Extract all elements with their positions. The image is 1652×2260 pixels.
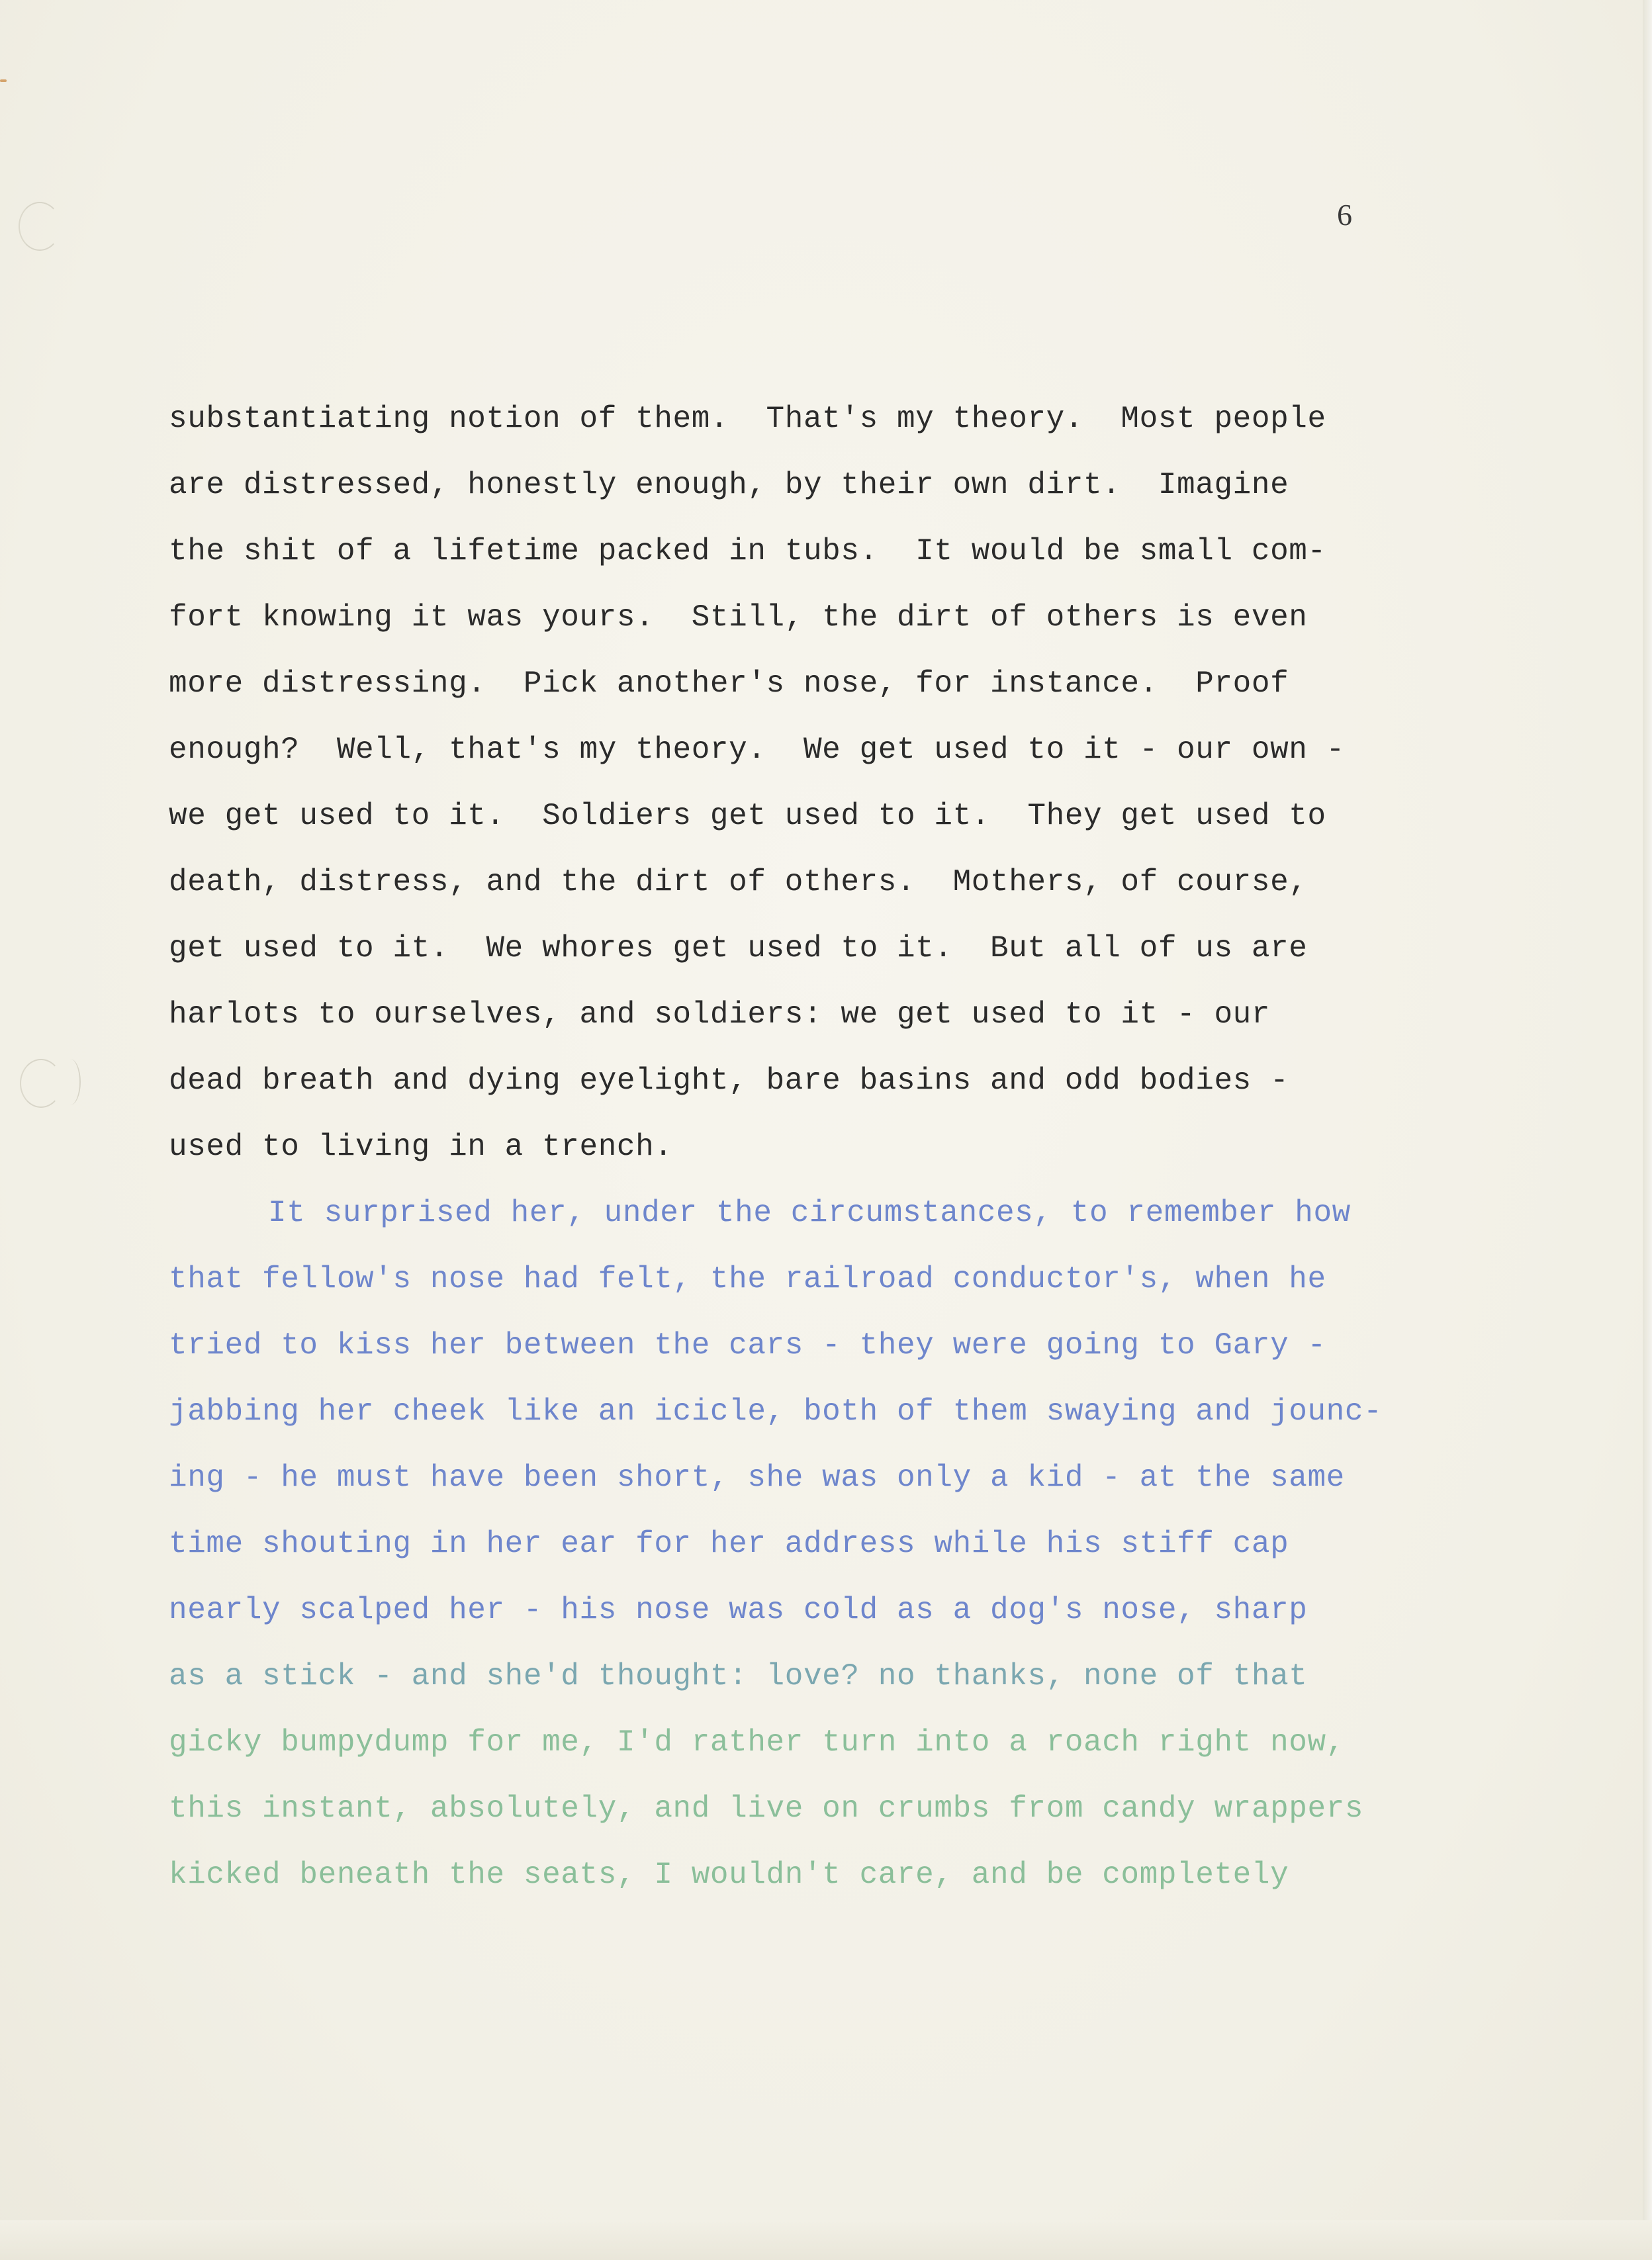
page-number: 6 (1337, 198, 1352, 232)
text-line: the shit of a lifetime packed in tubs. It would be small com- (169, 534, 1326, 568)
text-line: time shouting in her ear for her address while his stiff cap (169, 1527, 1289, 1561)
typed-text-block (169, 397, 1526, 1919)
text-line: dead breath and dying eyelight, bare basins and odd bodies - (169, 1063, 1289, 1098)
text-line: we get used to it. Soldiers get used to it. They get used to (169, 799, 1326, 833)
text-line: more distressing. Pick another's nose, for instance. Proof (169, 666, 1289, 701)
text-line: used to living in a trench. (169, 1130, 673, 1164)
punch-hole-middle (20, 1059, 62, 1108)
ink-smudge (0, 79, 7, 82)
text-line: ing - he must have been short, she was only a kid - at the same (169, 1461, 1345, 1495)
text-line: are distressed, honestly enough, by their own dirt. Imagine (169, 468, 1289, 502)
text-line: as a stick - and she'd thought: love? no thanks, none of that (169, 1659, 1308, 1694)
punch-hole-top (19, 202, 61, 251)
text-line: this instant, absolutely, and live on crumbs from candy wrappers (169, 1791, 1364, 1826)
text-line: that fellow's nose had felt, the railroad conductor's, when he (169, 1262, 1326, 1296)
text-line: jabbing her cheek like an icicle, both of them swaying and jounc- (169, 1394, 1383, 1429)
text-line: enough? Well, that's my theory. We get used to it - our own - (169, 733, 1345, 767)
text-line: get used to it. We whores get used to it. But all of us are (169, 931, 1308, 966)
page-bottom-shadow (0, 2220, 1652, 2260)
page-edge (1643, 0, 1652, 2260)
text-line: fort knowing it was yours. Still, the dirt of others is even (169, 600, 1308, 635)
text-line: gicky bumpydump for me, I'd rather turn into a roach right now, (169, 1725, 1345, 1760)
text-line: nearly scalped her - his nose was cold as a dog's nose, sharp (169, 1593, 1308, 1627)
text-line: kicked beneath the seats, I wouldn't care, and be completely (169, 1858, 1289, 1892)
text-line: harlots to ourselves, and soldiers: we get used to it - our (169, 997, 1271, 1032)
text-line: tried to kiss her between the cars - they were going to Gary - (169, 1328, 1326, 1363)
text-line: substantiating notion of them. That's my theory. Most people (169, 402, 1326, 436)
text-line: death, distress, and the dirt of others. Mothers, of course, (169, 865, 1308, 899)
text-line: It surprised her, under the circumstances, to remember how (268, 1196, 1351, 1230)
